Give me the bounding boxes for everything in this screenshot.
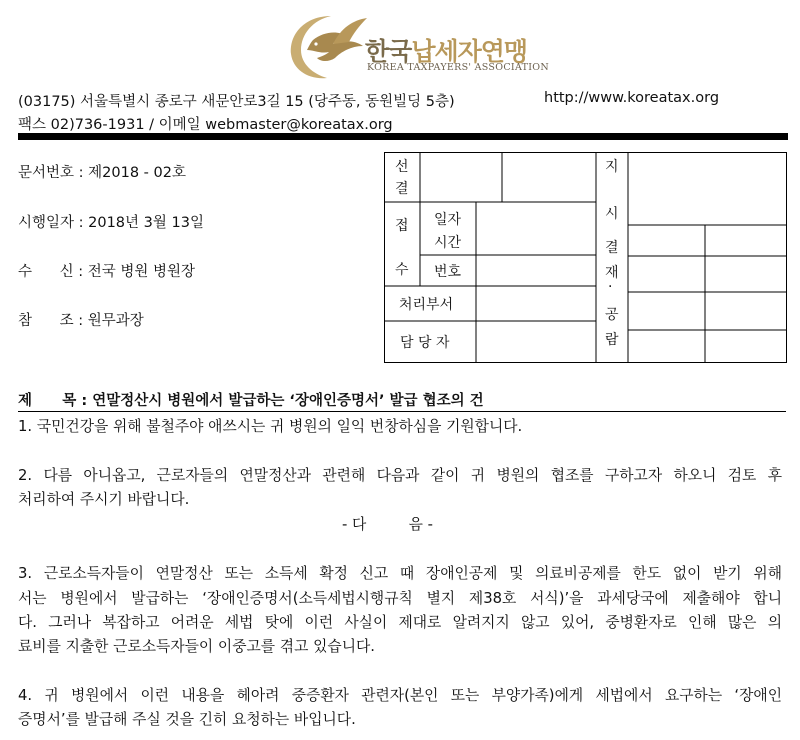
paragraph-3-line-4: 료비를 지출한 근로소득자들이 이중고를 겪고 있습니다. bbox=[18, 638, 375, 655]
label-gong: 공 bbox=[605, 307, 619, 323]
paragraph-2-line-2: 처리하여 주시기 바랍니다. bbox=[18, 491, 190, 508]
org-contact: 팩스 02)736-1931 / 이메일 webmaster@koreatax.org bbox=[18, 117, 393, 133]
subject-title: 제 목 : 연말정산시 병원에서 발급하는 ‘장애인증명서’ 발급 협조의 건 bbox=[18, 393, 484, 409]
recipient: 수 신 : 전국 병원 병원장 bbox=[18, 264, 196, 280]
enforcement-date: 시행일자 : 2018년 3월 13일 bbox=[18, 215, 204, 231]
label-su: 수 bbox=[395, 262, 409, 278]
reference: 참 조 : 원무과장 bbox=[18, 313, 144, 329]
paragraph-2-line-1: 2. 다름 아니옵고, 근로자들의 연말정산과 관련해 다음과 같이 귀 병원의 협조를 구하고자 하오니 검토 후 bbox=[18, 467, 782, 484]
label-dot: · bbox=[608, 279, 613, 295]
label-processing-dept: 처리부서 bbox=[399, 297, 454, 313]
label-gyeol: 결 bbox=[395, 181, 409, 197]
paragraph-3-line-1: 3. 근로소득자들이 연말정산 또는 소득세 확정 신고 때 장애인공제 및 의료비공제를 한도 없이 받기 위해 bbox=[18, 565, 782, 582]
paragraph-3-line-2: 서는 병원에서 발급하는 ‘장애인증명서(소득세법시행규칙 별지 제38호 서식)’을 과세당국에 제출해야 합니 bbox=[18, 590, 782, 607]
approval-table bbox=[384, 152, 787, 363]
label-gyeol2: 결 bbox=[605, 240, 619, 256]
org-logo bbox=[283, 10, 549, 82]
paragraph-1: 1. 국민건강을 위해 불철주야 애쓰시는 귀 병원의 일익 번창하심을 기원합니다. bbox=[18, 418, 523, 435]
label-ji: 지 bbox=[605, 159, 619, 175]
label-number: 번호 bbox=[434, 264, 462, 280]
label-jeop: 접 bbox=[395, 218, 409, 234]
paragraph-4-line-1: 4. 귀 병원에서 이런 내용을 헤아려 중증환자 관련자(본인 또는 부양가족)에게 세법에서 요구하는 ‘장애인 bbox=[18, 687, 782, 704]
bird-in-crescent-logo-icon bbox=[283, 10, 373, 82]
label-date: 일자 bbox=[434, 212, 462, 228]
label-jae: 재 bbox=[605, 265, 619, 281]
label-time: 시간 bbox=[434, 235, 462, 251]
paragraph-3-line-3: 다. 그러나 복잡하고 어려운 세법 탓에 이런 사실이 제대로 알려지지 않고 있어, 중병환자로 인해 많은 의 bbox=[18, 614, 782, 631]
center-heading: - 다 음 - bbox=[342, 516, 434, 533]
doc-number: 문서번호 : 제2018 - 02호 bbox=[18, 165, 186, 181]
org-address: (03175) 서울특별시 종로구 새문안로3길 15 (당주동, 동원빌딩 5층) bbox=[18, 94, 455, 110]
org-website-link[interactable]: http://www.koreatax.org bbox=[544, 90, 720, 106]
label-seon: 선 bbox=[395, 159, 409, 175]
label-person-in-charge: 담 당 자 bbox=[400, 335, 450, 351]
header-rule bbox=[18, 133, 788, 140]
org-name-ko: 한국납세자연맹 bbox=[365, 37, 528, 66]
label-ram: 람 bbox=[605, 332, 619, 348]
org-name-en: KOREA TAXPAYERS' ASSOCIATION bbox=[367, 62, 549, 73]
label-si: 시 bbox=[605, 206, 619, 222]
paragraph-4-line-2: 증명서’를 발급해 주실 것을 긴히 요청하는 바입니다. bbox=[18, 711, 356, 728]
